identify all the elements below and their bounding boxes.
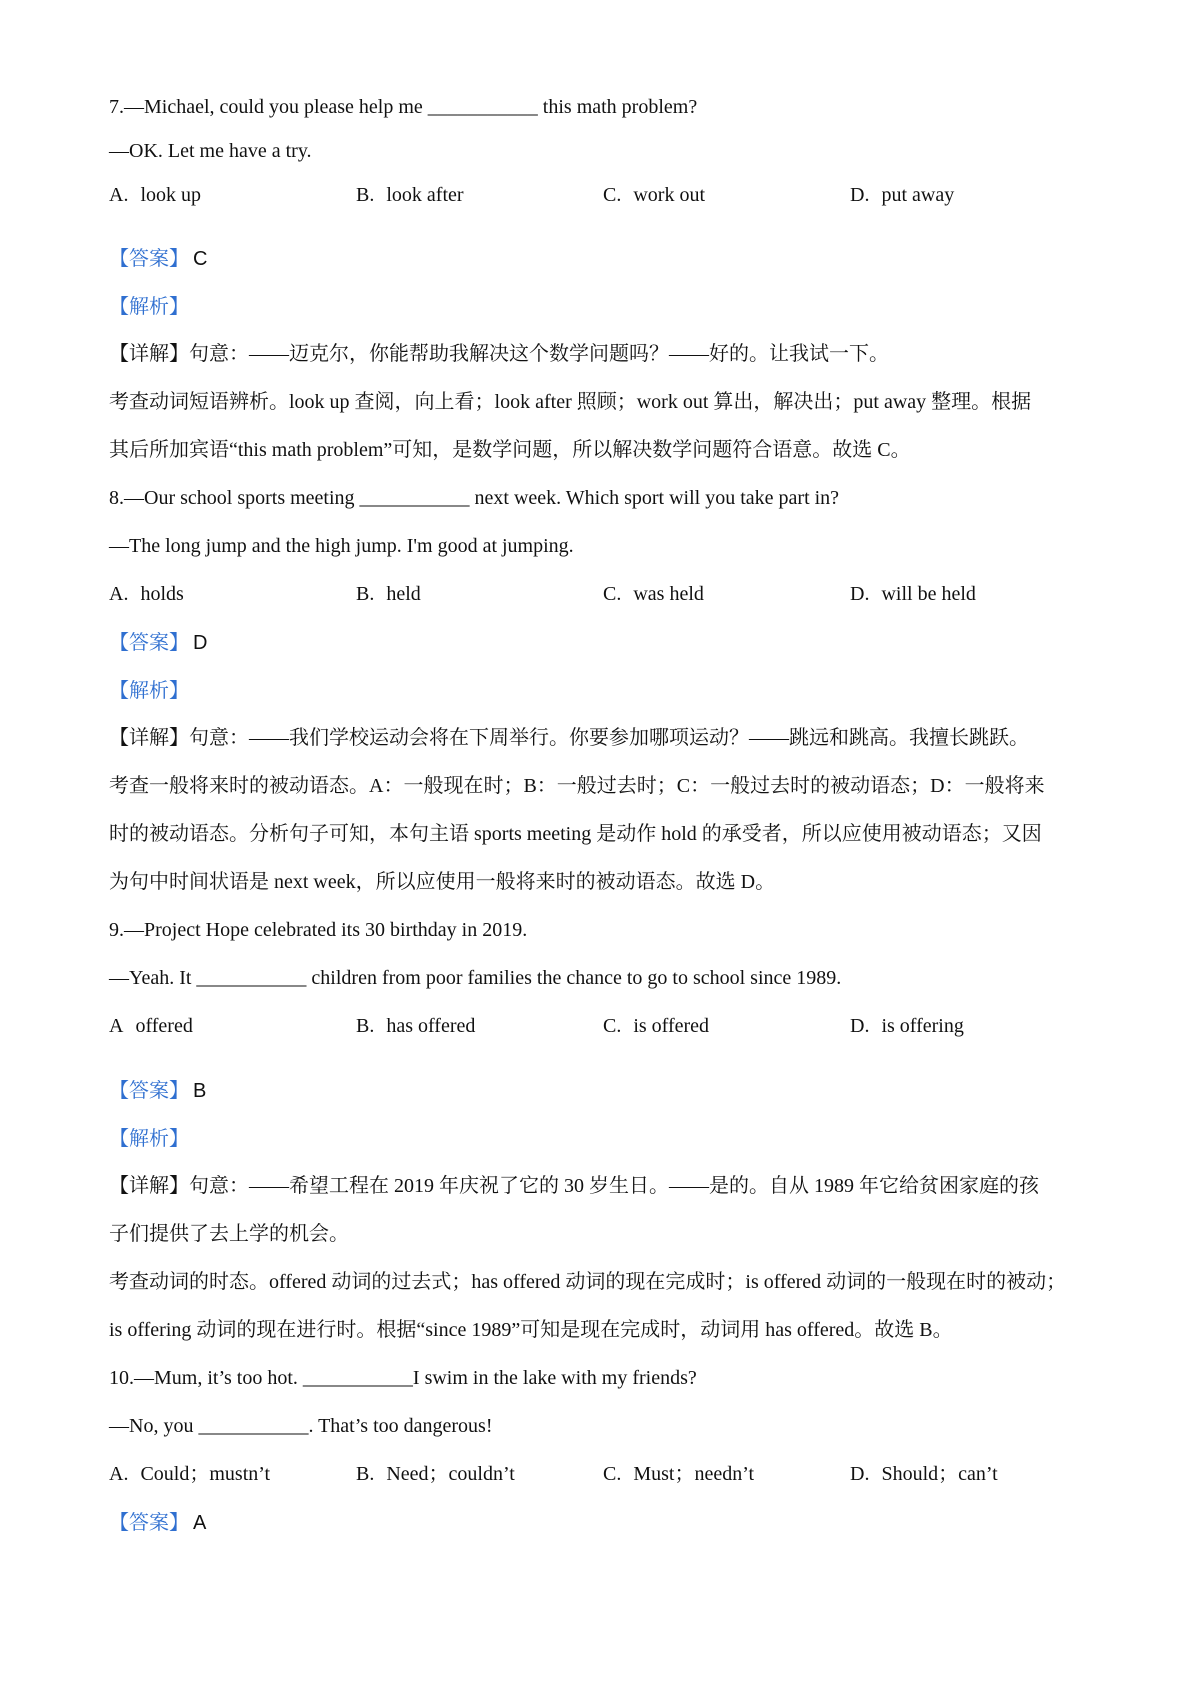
question-7-stem: 7.—Michael, could you please help me ___________ this math problem? <box>109 96 698 118</box>
question-8-reply: —The long jump and the high jump. I'm good at jumping. <box>109 535 574 557</box>
question-8-explanation-2: 时的被动语态。分析句子可知，本句主语 sports meeting 是动作 hold 的承受者，所以应使用被动语态；又因 <box>109 823 1042 845</box>
option-d: D. will be held <box>850 583 976 605</box>
question-7-explanation-2: 其后所加宾语“this math problem”可知，是数学问题，所以解决数学问题符合语意。故选 C。 <box>109 439 911 461</box>
question-7-reply: —OK. Let me have a try. <box>109 140 312 162</box>
answer-label: 【答案】 <box>109 1510 189 1534</box>
option-b: B. has offered <box>356 1015 476 1037</box>
option-d: D. is offering <box>850 1015 964 1037</box>
question-9-detail-1: 【详解】句意：——希望工程在 2019 年庆祝了它的 30 岁生日。——是的。自从 1989 年它给贫困家庭的孩 <box>109 1175 1039 1197</box>
answer-value: D <box>193 632 208 654</box>
answer-value: C <box>193 248 208 270</box>
question-7-explanation-1: 考查动词短语辨析。look up 查阅，向上看；look after 照顾；work out 算出，解决出；put away 整理。根据 <box>109 391 1032 413</box>
answer-label: 【答案】 <box>109 630 189 654</box>
option-c: C. work out <box>603 184 706 206</box>
question-9-detail-2: 子们提供了去上学的机会。 <box>109 1223 349 1245</box>
question-9-answer <box>109 1076 1099 1105</box>
question-10-answer <box>109 1508 1099 1537</box>
option-a: A. Could；mustn’t <box>109 1463 271 1485</box>
option-b: B. Need；couldn’t <box>356 1463 515 1485</box>
question-8-stem: 8.—Our school sports meeting ___________ next week. Which sport will you take part in? <box>109 487 840 509</box>
question-9-explanation-1: 考查动词的时态。offered 动词的过去式；has offered 动词的现在完成时；is offered 动词的一般现在时的被动； <box>109 1271 1067 1293</box>
question-9-analysis-label: 【解析】 <box>109 1126 189 1150</box>
answer-label: 【答案】 <box>109 1078 189 1102</box>
option-c: C. was held <box>603 583 704 605</box>
answer-value: B <box>193 1080 207 1102</box>
question-7-analysis-label: 【解析】 <box>109 294 189 318</box>
question-10-stem: 10.—Mum, it’s too hot. ___________I swim in the lake with my friends? <box>109 1367 697 1389</box>
option-a: A offered <box>109 1015 193 1037</box>
question-8-answer <box>109 628 1099 657</box>
option-c: C. is offered <box>603 1015 710 1037</box>
question-8-detail: 【详解】句意：——我们学校运动会将在下周举行。你要参加哪项运动？——跳远和跳高。我擅长跳跃。 <box>109 727 1029 749</box>
question-8-explanation-3: 为句中时间状语是 next week，所以应使用一般将来时的被动语态。故选 D。 <box>109 871 776 893</box>
option-b: B. look after <box>356 184 464 206</box>
option-a: A. holds <box>109 583 184 605</box>
question-9-reply: —Yeah. It ___________ children from poor families the chance to go to school since 1989. <box>109 967 842 989</box>
answer-value: A <box>193 1512 207 1534</box>
question-7-detail: 【详解】句意：——迈克尔，你能帮助我解决这个数学问题吗？——好的。让我试一下。 <box>109 343 889 365</box>
answer-label: 【答案】 <box>109 246 189 270</box>
question-8-analysis-label: 【解析】 <box>109 678 189 702</box>
option-d: D. Should；can’t <box>850 1463 998 1485</box>
question-7-answer <box>109 244 1099 273</box>
option-c: C. Must；needn’t <box>603 1463 755 1485</box>
question-8-explanation-1: 考查一般将来时的被动语态。A：一般现在时；B：一般过去时；C：一般过去时的被动语态；D：一般将来 <box>109 775 1045 797</box>
option-d: D. put away <box>850 184 955 206</box>
option-b: B. held <box>356 583 421 605</box>
question-10-reply: —No, you ___________. That’s too dangerous! <box>109 1415 493 1437</box>
question-9-stem: 9.—Project Hope celebrated its 30 birthday in 2019. <box>109 919 528 941</box>
question-9-explanation-2: is offering 动词的现在进行时。根据“since 1989”可知是现在完成时，动词用 has offered。故选 B。 <box>109 1319 953 1341</box>
option-a: A. look up <box>109 184 202 206</box>
